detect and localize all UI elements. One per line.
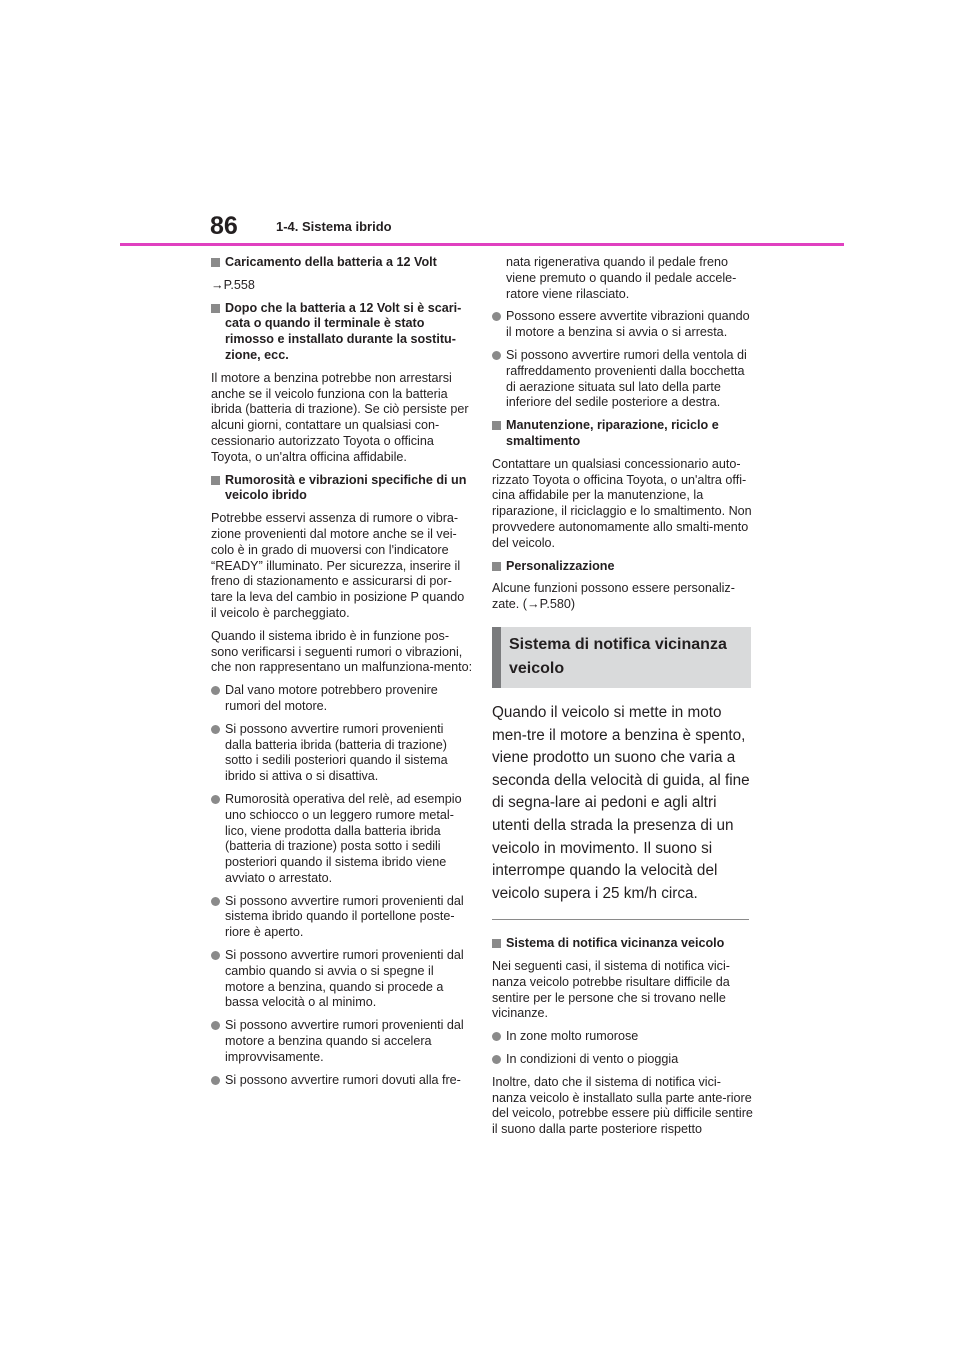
list-item: Possono essere avvertite vibrazioni quando il motore a benzina si avvia o si arresta. [492,309,754,341]
section-box-heading: Sistema di notifica vicinanza veicolo [492,627,751,688]
intro-text: Quando il veicolo si mette in moto men-tre il motore a benzina è spento, viene prodotto un suono che varia a seconda della velocità di guida, al fine di segna-lare ai pedoni e agli altri utenti della strada la presenza di un veicolo in movimento. Il suono si interrompe quando la velocità del veicolo supera i 25 km/h circa. [492,703,750,902]
heading-noise-vibration: Rumorosità e vibrazioni specifiche di un veicolo ibrido [211,473,473,505]
list-item: In condizioni di vento o pioggia [492,1052,754,1068]
list-item: Rumorosità operativa del relè, ad esempio uno schiocco o un leggero rumore metal-lico, viene prodotta dalla batteria ibrida (batteria di trazione) posta sotto i sedili posteriori quando il sistema ibrido viene avviato o arrestato. [211,792,473,887]
right-column [492,255,754,1145]
list-item: Si possono avvertire rumori dovuti alla fre- [211,1073,473,1089]
list-item: Dal vano motore potrebbero provenire rumori del motore. [211,683,473,715]
list-item-continuation: nata rigenerativa quando il pedale freno viene premuto o quando il pedale accele-ratore viene rilasciato. [506,255,737,301]
paragraph: Alcune funzioni possono essere personaliz-zate. (→P.580) [492,581,735,612]
list-item: Si possono avvertire rumori provenienti dalla batteria ibrida (batteria di trazione) sotto i sedili posteriori quando il sistema ibrido si attiva o si disattiva. [211,722,473,785]
paragraph: Inoltre, dato che il sistema di notifica vici-nanza veicolo è installato sulla parte ante-riore del veicolo, potrebbe essere più difficile sentire il suono dalla parte posteriore rispetto [492,1074,753,1137]
paragraph: Nei seguenti casi, il sistema di notifica vici-nanza veicolo potrebbe risultare difficile da sentire per le persone che si trovano nelle vicinanze. [492,959,730,1021]
header-rule [120,243,844,246]
list-item: Si possono avvertire rumori provenienti dal motore a benzina quando si accelera improvvisamente. [211,1018,473,1065]
page-reference: →P.558 [211,277,255,292]
heading-maintenance: Manutenzione, riparazione, riciclo e smaltimento [492,418,754,450]
page-number: 86 [210,212,238,240]
paragraph: Contattare un qualsiasi concessionario auto-rizzato Toyota o officina Toyota, o un'altra offi-cina affidabile per la manutenzione, la riparazione, il riciclaggio e lo smaltimento. Non provvedere autonomamente allo smalti-mento del veicolo. [492,456,752,550]
divider [492,919,749,920]
heading-customization: Personalizzazione [492,559,754,575]
list-item: Si possono avvertire rumori provenienti dal cambio quando si avvia o si spegne il motore a benzina, quando si procede a bassa velocità o al minimo. [211,948,473,1011]
heading-battery-discharged: Dopo che la batteria a 12 Volt si è scari-cata o quando il terminale è stato rimosso e installato durante la sostitu-zione, ecc. [211,301,473,364]
list-item: Si possono avvertire rumori della ventola di raffreddamento provenienti dalla bocchetta di aerazione situata sul lato della parte inferiore del sedile posteriore a destra. [492,348,754,411]
section-title: 1-4. Sistema ibrido [276,219,392,234]
list-item: Si possono avvertire rumori provenienti dal sistema ibrido quando il portellone poste-riore è aperto. [211,894,473,941]
paragraph: Il motore a benzina potrebbe non arrestarsi anche se il veicolo funziona con la batteria ibrida (batteria di trazione). Se ciò persiste per alcuni giorni, contattare un qualsiasi con-cessionario autorizzato Toyota o officina Toyota, o un'altra officina affidabile. [211,370,469,464]
list-item: In zone molto rumorose [492,1029,754,1045]
paragraph: Quando il sistema ibrido è in funzione pos-sono verificarsi i seguenti rumori o vibrazioni, che non rappresentano un malfunziona-mento: [211,628,473,675]
heading-battery-charging: Caricamento della batteria a 12 Volt [211,255,473,271]
heading-notification-system: Sistema di notifica vicinanza veicolo [492,936,754,952]
paragraph: Potrebbe esservi assenza di rumore o vibra-zione provenienti dal motore anche se il vei-colo è in grado di muoversi con l'indicatore “READY” illuminato. Per sicurezza, inserire il freno di stazionamento e assicurarsi di por-tare la leva del cambio in posizione P quando il veicolo è parcheggiato. [211,511,465,620]
left-column [211,255,473,1095]
